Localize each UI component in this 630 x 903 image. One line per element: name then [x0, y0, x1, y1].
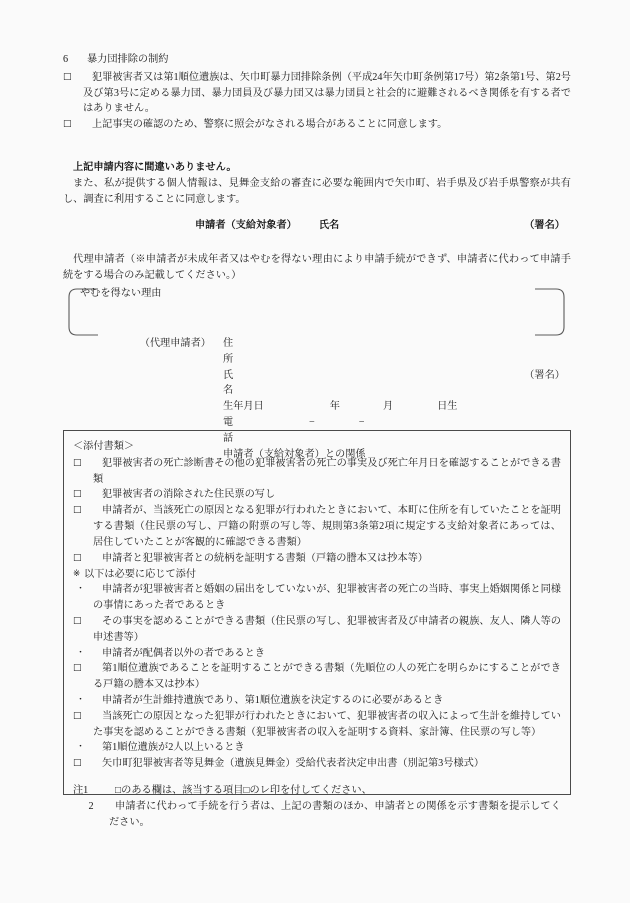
attachment-item-text: その事実を認めることができる書類（住民票の写し、犯罪被害者及び申請者の親族、友人、隣人等の申述書等） [93, 615, 561, 643]
attachment-note-row [73, 567, 561, 583]
proxy-lead-label: （代理申請者） [139, 338, 211, 349]
note-row [73, 799, 561, 831]
attachment-checkbox-item[interactable] [73, 614, 561, 646]
proxy-tel-label: 電 話 [223, 417, 254, 444]
section-6-title: 暴力団排除の制約 [87, 54, 169, 65]
proxy-name-label: 氏 名 [223, 369, 254, 397]
attachment-bullet-item [73, 582, 561, 614]
attachment-checkbox-item[interactable] [73, 661, 561, 693]
attachment-checkbox-item[interactable] [73, 456, 561, 488]
note-text: □のある欄は、該当する項目□のレ印を付してください、 [115, 785, 372, 797]
bullet-dot-icon: ・ [76, 742, 86, 753]
attachment-item-text: 犯罪被害者の死亡診断書その他の犯罪被害者の死亡の事実及び死亡年月日を確認することができる書類 [93, 457, 561, 485]
attachment-checkbox-item[interactable] [73, 551, 561, 567]
attachment-item-text: 第1順位遺族が2人以上いるとき [102, 742, 245, 754]
section-6-item-2-text: 上記事実の確認のため、警察に照会がなされる場合があることに同意します。 [92, 119, 448, 131]
attachment-list [73, 456, 561, 772]
proxy-applicant-note-text: 代理申請者（※申請者が未成年者又はやむを得ない理由により申請手続ができず、申請者に代わって申請手続をする場合のみ記載してください。） [63, 254, 571, 281]
checkbox-icon[interactable]: □ [73, 552, 82, 563]
checkbox-icon[interactable]: □ [63, 71, 72, 82]
proxy-dob-row [63, 399, 571, 415]
attachment-item-text: 第1順位遺族であることを証明することができる書類（先順位の人の死亡を明らかにすることができる戸籍の謄本又は抄本） [93, 663, 561, 691]
checkbox-icon[interactable]: □ [73, 663, 82, 674]
applicant-name-label: 氏名 [318, 220, 340, 231]
proxy-signature-label: （署名） [524, 369, 565, 381]
bullet-dot-icon: ・ [76, 584, 86, 595]
proxy-dob-day-unit: 日生 [437, 401, 458, 413]
attachment-bullet-item [73, 693, 561, 709]
note-row [73, 783, 561, 799]
proxy-dob-year-unit: 年 [329, 401, 340, 413]
checkbox-icon[interactable]: □ [63, 119, 72, 130]
proxy-dob-month-unit: 月 [382, 401, 394, 413]
proxy-address-row [63, 336, 571, 368]
attachment-checkbox-item[interactable] [73, 709, 561, 741]
consent-line-1: 上記申請内容に間違いありません。 [73, 162, 237, 173]
attachment-item-text: 申請者が、当該死亡の原因となる犯罪が行われたときにおいて、本町に住所を有していたことを証明する書類（住民票の写し、戸籍の附票の写し等、規則第3条第2項に規定する支給対象者にあっては、居住していたことが客観的に確認できる書類） [93, 505, 561, 548]
bullet-dot-icon: ・ [76, 647, 86, 658]
asterisk-icon: ※ [73, 568, 81, 579]
checkbox-icon[interactable]: □ [73, 505, 82, 516]
attachment-item-text: 申請者が生計維持遺族であり、第1順位遺族を決定するのに必要があるとき [102, 695, 444, 706]
attachment-item-text: 申請者が犯罪被害者と婚姻の届出をしていないが、犯罪被害者の死亡の当時、事実上婚姻関係と同様の事情にあった者であるとき [93, 584, 561, 612]
consent-block [63, 160, 571, 207]
attachment-bullet-item [73, 646, 561, 662]
applicant-signature-row [63, 218, 571, 234]
section-6-item-2[interactable] [63, 117, 571, 133]
checkbox-icon[interactable]: □ [73, 615, 82, 626]
attachment-bullet-item [73, 740, 561, 756]
proxy-tel-dash-2: − [358, 417, 365, 429]
attachment-checkbox-item[interactable] [73, 756, 561, 772]
reason-bracket-box[interactable] [68, 288, 565, 336]
attachment-box-title: ＜添付書類＞ [73, 441, 135, 452]
notes-block [73, 783, 561, 830]
attachment-checkbox-item[interactable] [73, 503, 561, 550]
applicant-label: 申請者（支給対象者） [195, 220, 297, 231]
attachment-item-text: 犯罪被害者の消除された住民票の写し [102, 489, 276, 501]
proxy-relation-label: 申請者（支給対象者）との関係 [223, 448, 366, 460]
checkbox-icon[interactable]: □ [73, 457, 82, 468]
proxy-dob-label: 生年月日 [223, 401, 264, 413]
section-6-heading [63, 52, 571, 68]
note-lead-label: 注1 [73, 785, 89, 797]
proxy-name-row [63, 368, 571, 400]
consent-line-2: また、私が提供する個人情報は、見舞金支給の審査に必要な範囲内で矢巾町、岩手県及び岩手県警察が共有し、調査に利用することに同意します。 [63, 177, 571, 205]
checkbox-icon[interactable]: □ [73, 758, 82, 769]
attachment-item-text: 当該死亡の原因となった犯罪が行われたときにおいて、犯罪被害者の収入によって生計を維持していた事実を認めることができる書類（犯罪被害者の収入を証明する資料、家計簿、住民票の写し等） [93, 710, 561, 738]
attachment-item-text: 矢巾町犯罪被害者等見舞金（遺族見舞金）受給代表者決定申出書（別記第3号様式） [102, 758, 485, 770]
attachment-note-text: 以下は必要に応じて添付 [84, 568, 197, 580]
reason-label: やむを得ない理由 [80, 288, 162, 299]
attachment-item-text: 申請者が配偶者以外の者であるとき [102, 647, 265, 659]
checkbox-icon[interactable]: □ [73, 710, 82, 721]
attachment-item-text: 申請者と犯罪被害者との続柄を証明する書類（戸籍の謄本又は抄本等） [102, 552, 428, 564]
attachment-documents-box [63, 430, 571, 828]
section-6-bouryokudan [63, 52, 571, 133]
proxy-address-label: 住 所 [223, 338, 254, 365]
section-6-item-1-text: 犯罪被害者又は第1順位遺族は、矢巾町暴力団排除条例（平成24年矢巾町条例第17号）第2条第1号、第2号及び第3号に定める暴力団、暴力団員及び暴力団又は暴力団員と社会的に避難されるべき関係を有する者ではありません。 [83, 71, 571, 115]
section-6-item-1[interactable] [63, 70, 571, 117]
proxy-tel-dash-1: − [309, 417, 315, 429]
applicant-signature-label: （署名） [524, 220, 565, 231]
section-6-number: 6 [63, 54, 69, 65]
checkbox-icon[interactable]: □ [73, 489, 82, 500]
proxy-applicant-note [63, 252, 571, 284]
note-lead-label: 2 [88, 800, 94, 812]
note-text: 申請者に代わって手続を行う者は、上記の書類のほか、申請者との関係を示す書類を提示してください。 [109, 800, 561, 828]
bullet-dot-icon: ・ [76, 695, 86, 705]
attachment-checkbox-item[interactable] [73, 487, 561, 503]
